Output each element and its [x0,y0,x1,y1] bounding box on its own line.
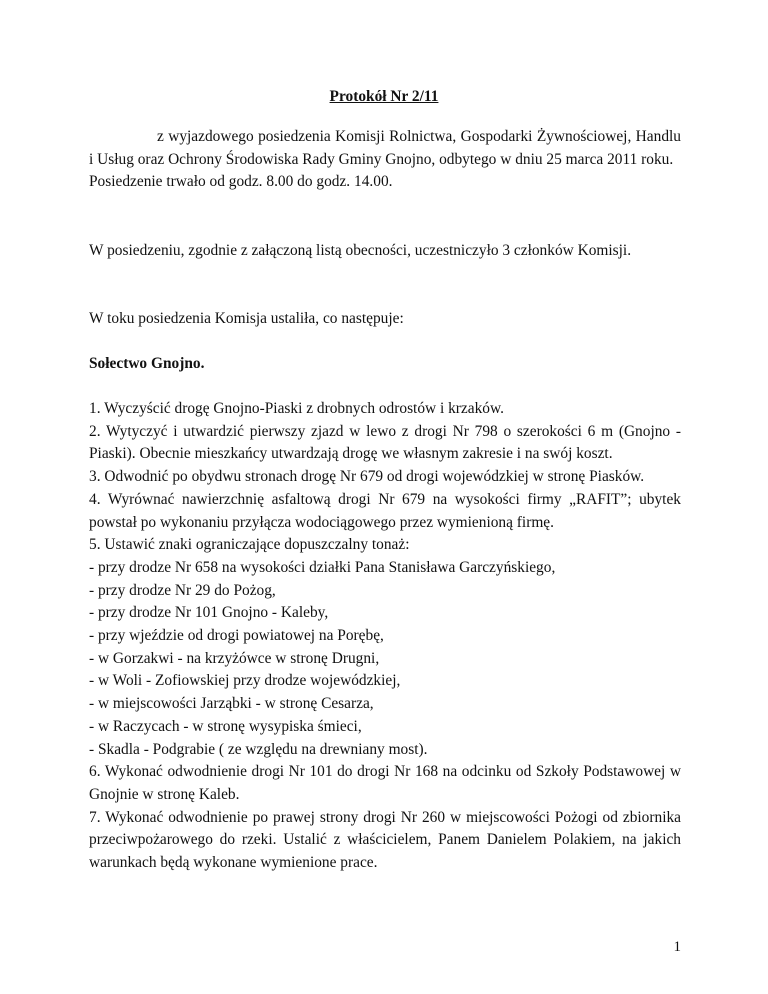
findings-intro: W toku posiedzenia Komisja ustaliła, co następuje: [89,310,404,327]
attendance-paragraph: W posiedzeniu, zgodnie z załączoną listą obecności, uczestniczyło 3 członków Komisji. [89,242,632,259]
list-item: - przy wjeździe od drogi powiatowej na Porębę, [89,627,384,645]
items-list [89,398,681,875]
intro-block [89,126,681,194]
section-heading: Sołectwo Gnojno. [89,355,205,372]
list-item: - w Raczycach - w stronę wysypiska śmieci, [89,717,362,735]
section-block [89,353,681,376]
list-item: 6. Wykonać odwodnienie drogi Nr 101 do drogi Nr 168 na odcinku od Szkoły Podstawowej w Gnojnie w stronę Kaleb. [89,763,681,803]
findings-block [89,308,681,331]
list-item: - przy drodze Nr 658 na wysokości działki Pana Stanisława Garczyńskiego, [89,558,556,576]
list-item: - w miejscowości Jarząbki - w stronę Cesarza, [89,695,374,713]
list-item: - w Gorzakwi - na krzyżówce w stronę Drugni, [89,649,380,667]
list-item: - Skadla - Podgrabie ( ze względu na drewniany most). [89,740,428,758]
list-item: 1. Wyczyścić drogę Gnojno-Piaski z drobnych odrostów i krzaków. [89,400,504,417]
list-item: 3. Odwodnić po obydwu stronach drogę Nr 679 od drogi wojewódzkiej w stronę Piasków. [89,468,645,486]
list-item: - w Woli - Zofiowskiej przy drodze wojewódzkiej, [89,672,401,690]
duration-line: Posiedzenie trwało od godz. 8.00 do godz. 14.00. [89,173,393,191]
page-number: 1 [673,939,681,955]
list-item: 5. Ustawić znaki ograniczające dopuszczalny tonaż: [89,536,410,554]
list-item: - przy drodze Nr 101 Gnojno - Kaleby, [89,604,329,622]
attendance-block [89,240,681,263]
document-title: Protokół Nr 2/11 [329,88,439,105]
list-item: 4. Wyrównać nawierzchnię asfaltową drogi Nr 679 na wysokości firmy „RAFIT”; ubytek powstał po wykonaniu przyłącza wodociągowego przez wymienioną firmę. [89,490,681,531]
list-item: - przy drodze Nr 29 do Pożog, [89,581,276,599]
list-item: 2. Wytyczyć i utwardzić pierwszy zjazd w lewo z drogi Nr 798 o szerokości 6 m (Gnojno - Piaski). Obecnie mieszkańcy utwardzają drogę we własnym zakresie i na swój koszt. [89,422,681,463]
intro-paragraph: z wyjazdowego posiedzenia Komisji Rolnictwa, Gospodarki Żywnościowej, Handlu i Usług oraz Ochrony Środowiska Rady Gminy Gnojno, odbytego w dniu 25 marca 2011 roku. [89,128,681,168]
list-item: 7. Wykonać odwodnienie po prawej strony drogi Nr 260 w miejscowości Pożogi od zbiornika przeciwpożarowego do rzeki. Ustalić z właścicielem, Panem Danielem Polakiem, na jakich warunkach będą wykonane wymienione prace. [89,808,681,872]
